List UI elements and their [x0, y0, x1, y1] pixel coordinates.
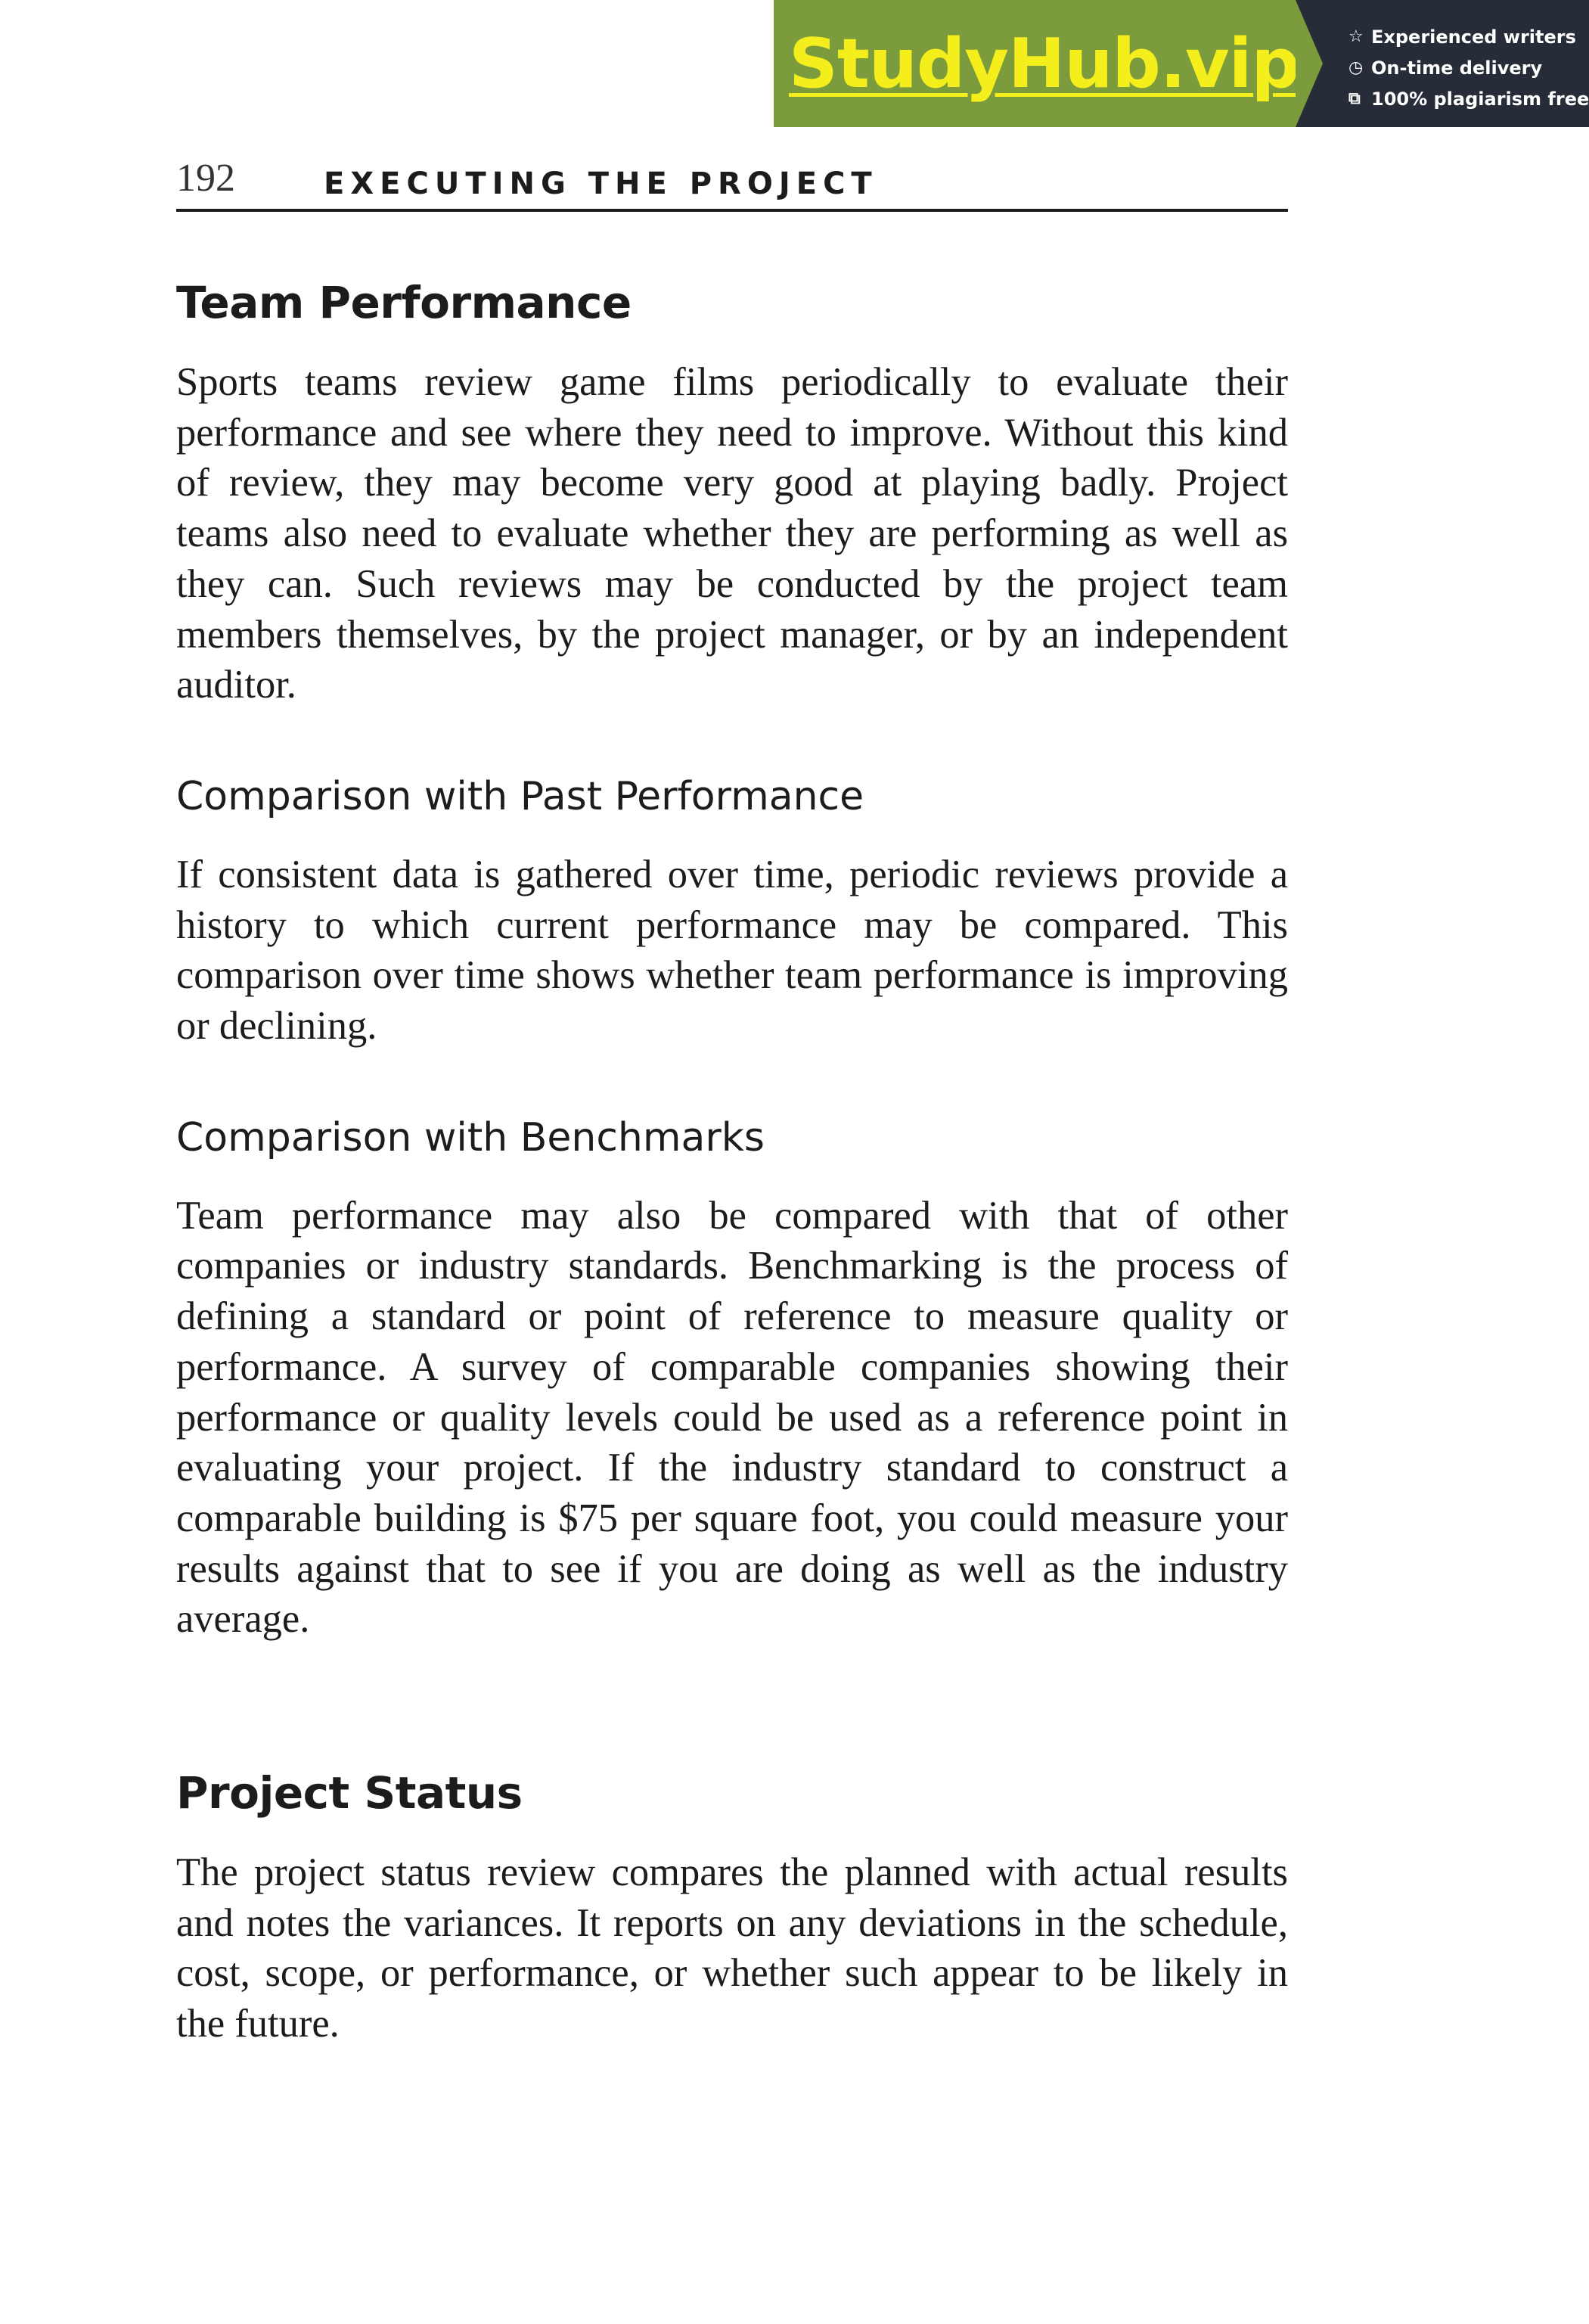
- banner-logo-area: [774, 0, 1299, 127]
- clock-icon: ◷: [1348, 58, 1364, 77]
- section-title: Project Status: [176, 1767, 523, 1819]
- feature-on-time-delivery: [1348, 52, 1589, 83]
- running-head: EXECUTING THE PROJECT: [324, 166, 878, 201]
- subsection-title: Comparison with Benchmarks: [176, 1114, 765, 1160]
- page-number: 192: [176, 157, 235, 200]
- section-title: Team Performance: [176, 277, 632, 328]
- feature-experienced-writers: [1348, 21, 1589, 52]
- section-paragraph: Sports teams review game films periodically to evaluate their performance and see where they need to improve. Without this kind of review, they may become very good at playing badly. Project teams also need to evaluate whether they are performing as well as they can. Such reviews may be conducted by the project team members themselves, by the project manager, or by an independent auditor.: [176, 360, 1288, 707]
- feature-label: Experienced writers: [1371, 26, 1576, 48]
- subsection-paragraph: Team performance may also be compared with that of other companies or industry standards. Benchmarking is the process of defining a standard or point of reference to measure quality or performance. A survey of comparable companies showing their performance or quality levels could be used as a reference point in evaluating your project. If the industry standard to construct a comparable building is $75 per square foot, you could measure your results against that to see if you are doing as well as the industry average.: [176, 1193, 1288, 1642]
- star-icon: ☆: [1348, 27, 1364, 46]
- subsection-paragraph: If consistent data is gathered over time, periodic reviews provide a history to which current performance may be compared. This comparison over time shows whether team performance is improving or declining.: [176, 852, 1288, 1049]
- section-paragraph: The project status review compares the planned with actual results and notes the variances. It reports on any deviations in the schedule, cost, scope, or performance, or whether such appear to be likely in the future.: [176, 1850, 1288, 2046]
- feature-plagiarism-free: [1348, 83, 1589, 114]
- feature-label: 100% plagiarism free: [1371, 88, 1589, 110]
- studyhub-banner[interactable]: [774, 0, 1589, 127]
- studyhub-logo: StudyHub.vip: [789, 23, 1299, 104]
- copy-icon: ⧉: [1348, 89, 1361, 108]
- page-header: [176, 156, 1288, 212]
- banner-features: [1296, 0, 1589, 127]
- subsection-title: Comparison with Past Performance: [176, 773, 864, 819]
- page-content: [176, 277, 1288, 2049]
- feature-label: On-time delivery: [1371, 57, 1543, 79]
